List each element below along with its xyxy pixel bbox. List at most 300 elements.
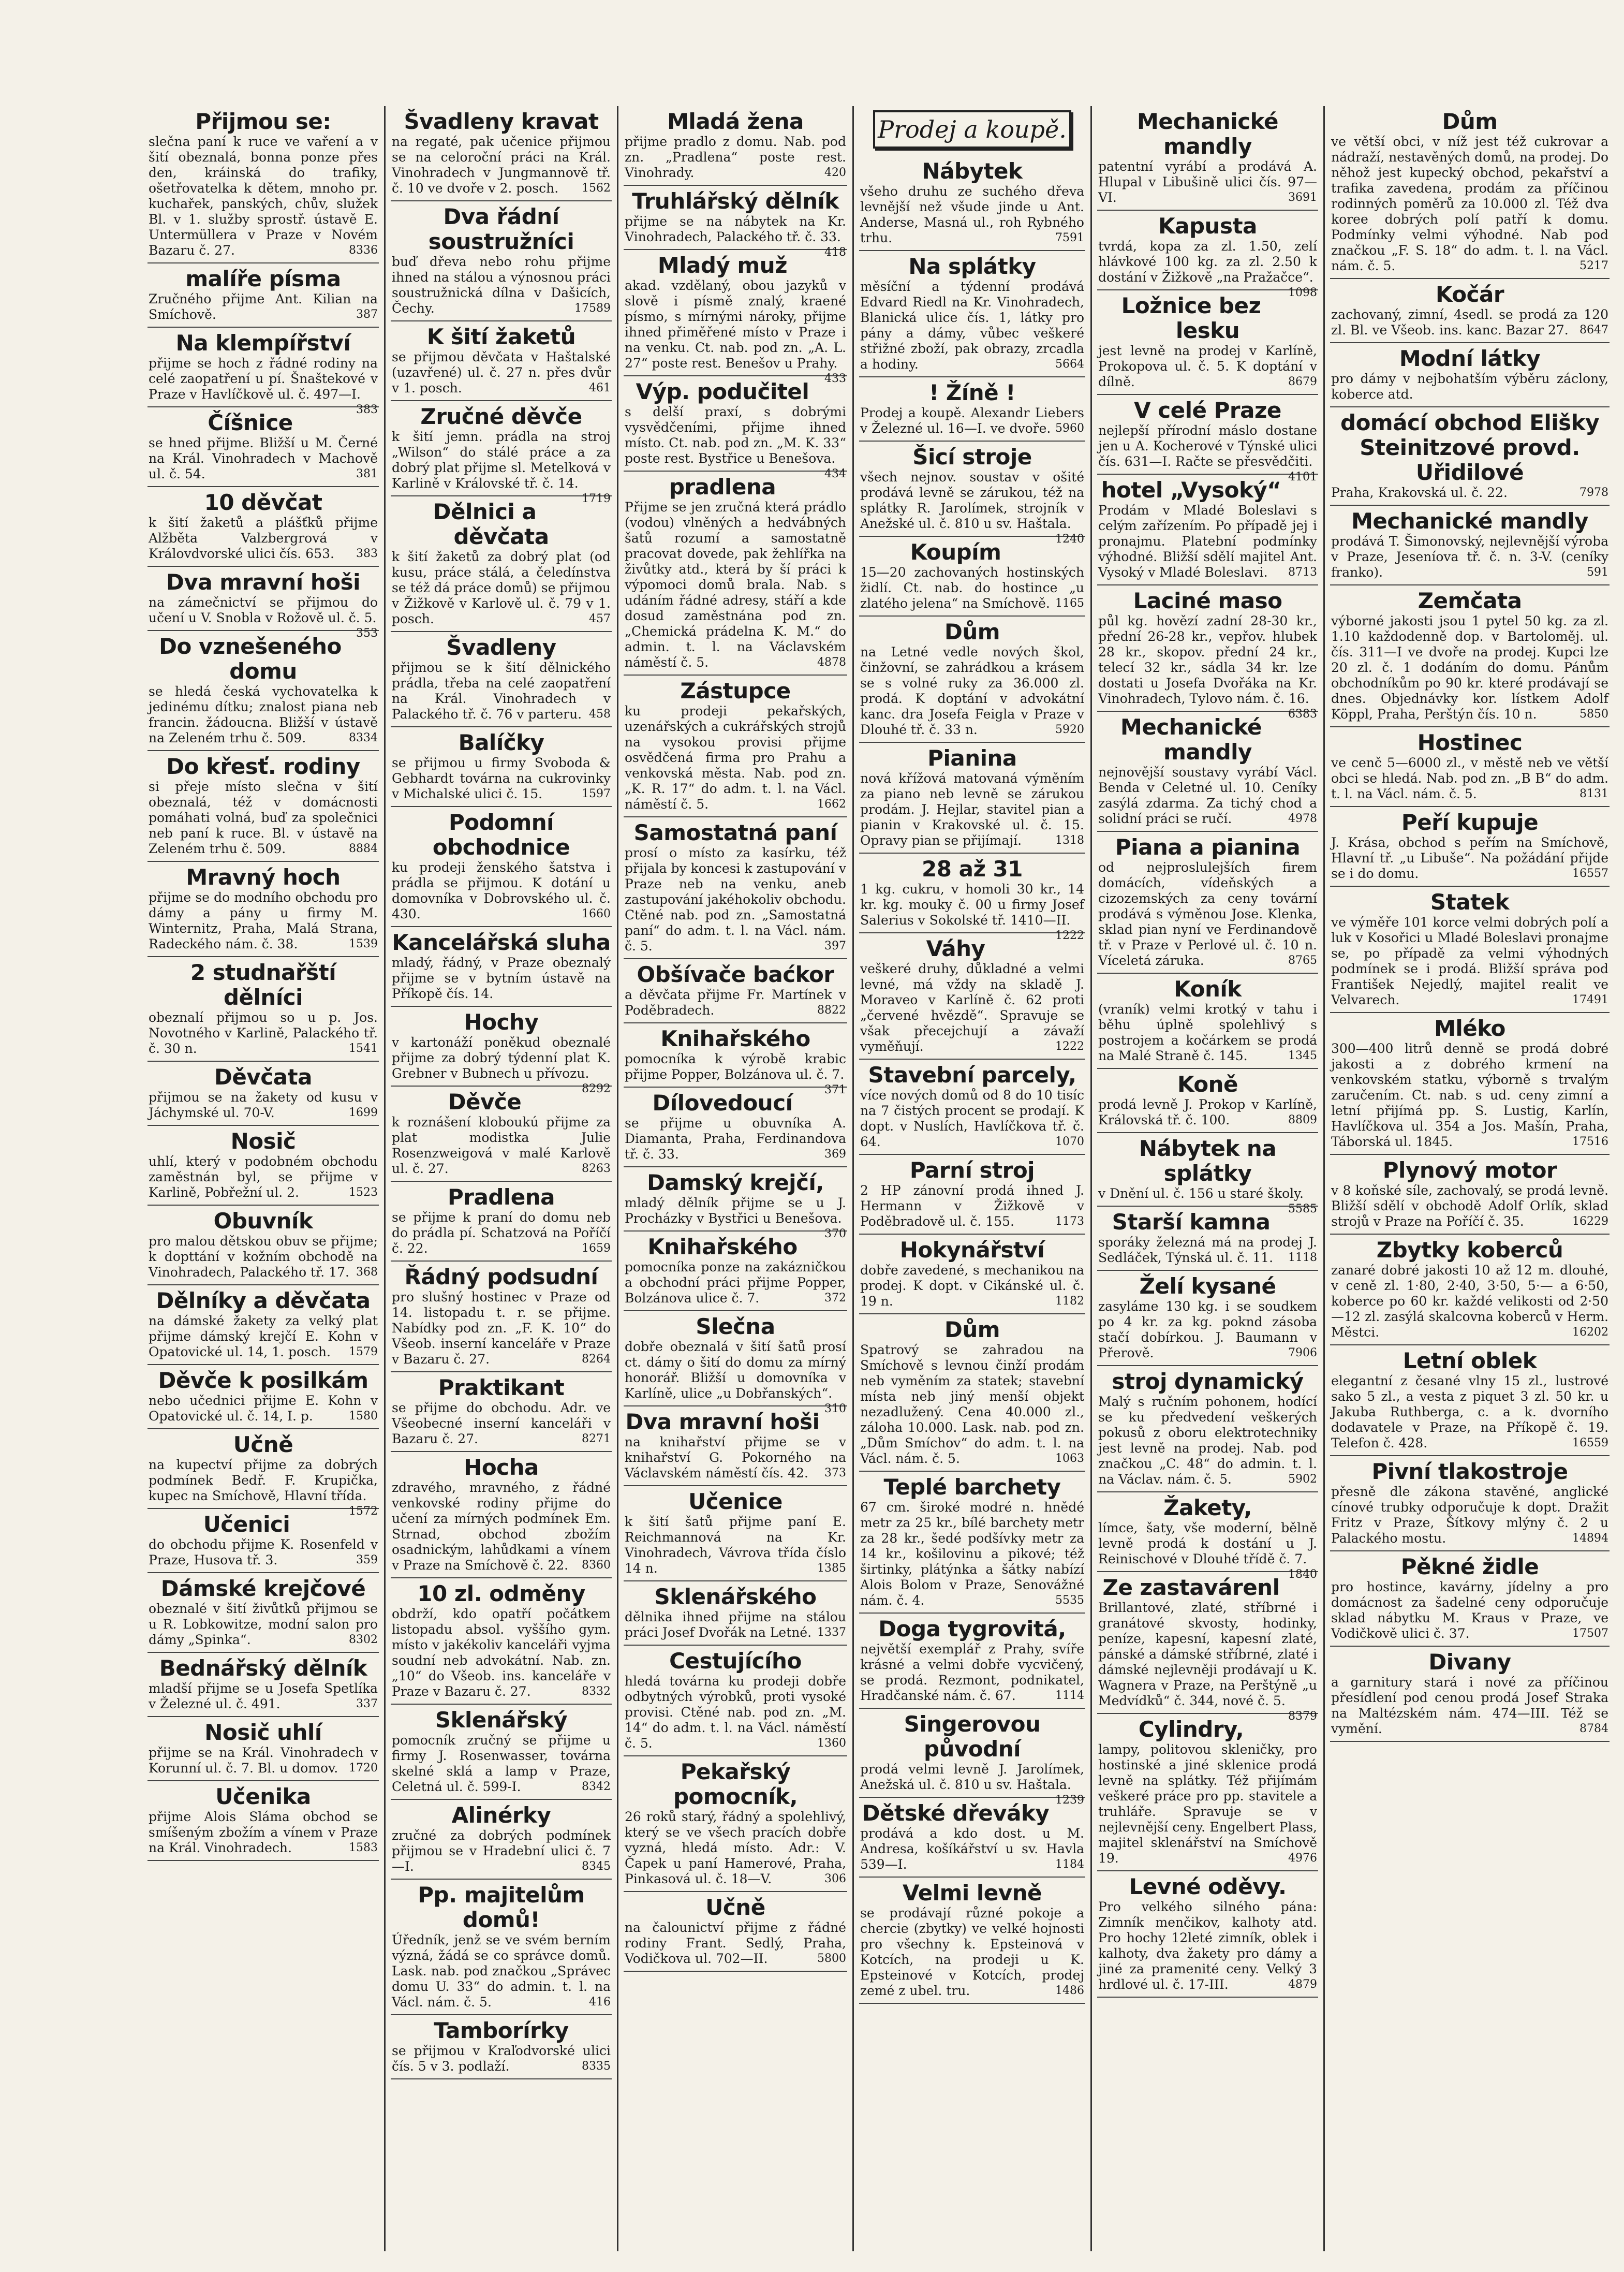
ad-heading: Dětské dřeváky: [862, 1800, 1050, 1826]
classified-ad: [1097, 1492, 1318, 1581]
ad-text: k roznášení kloboukú přijme za plat modistka Julie Rosenzweigová v malé Karlově ul. č. 27.: [392, 1115, 611, 1176]
classified-ad: [624, 1892, 847, 1972]
ad-number: 16559: [1572, 1437, 1608, 1449]
ad-text: k šití žaketů a plášťků přijme Alžběta Valzbergrová v Královdvorské ulici čís. 653.: [149, 515, 378, 561]
classified-ad: [624, 106, 847, 186]
ad-heading: Dva mravní hoši: [166, 569, 360, 595]
ad-text: zručné za dobrých podmínek přijmou se v Hradební ulici č. 7—I.: [392, 1828, 611, 1874]
ad-text: měsíční a týdenní prodává Edvard Riedl na Kr. Vinohradech, Blanická ulice čís. 1, látky pro pány a dámy, vůbec veškeré střižné zboží, pak obrazy, zrcadla a hodiny.: [860, 279, 1084, 372]
ad-number: 433: [824, 372, 846, 385]
ad-number: 434: [824, 467, 846, 480]
ad-text: v kartonáží poněkud obeznalé přijme za dobrý týdenní plat K. Grebner v Bubnech u přívozu.: [392, 1035, 611, 1081]
classified-ad: [859, 1155, 1085, 1235]
classified-ad: [147, 567, 379, 640]
ad-text: elegantní z česané vlny 15 zl., lustrové sako 5 zl., a vesta z piquet 3 zl. 50 kr. u Jakuba Ruthberga, c. a k. dvorního dodavatele v Praze, na Příkopě č. 19. Telefon č. 428.: [1331, 1373, 1608, 1450]
ad-text: pro malou dětskou obuv se přijme; k dopttání v kožním obchodě na Vinohradech, Palackého tř. 17.: [149, 1234, 378, 1280]
classified-ad: [147, 1653, 379, 1717]
ad-number: 1345: [1288, 1049, 1317, 1062]
classified-ad: [1097, 1133, 1318, 1215]
classified-ad: [1097, 211, 1318, 299]
ad-text: 2 HP zánovní prodá ihned J. Hermann v Žižkově v Poděbradově ul. č. 155.: [860, 1183, 1084, 1229]
classified-ad: [147, 631, 379, 751]
ad-text: se prodávají různé pokoje a chercie (zbytky) ve velké hojnosti pro všechny k. Epsteinová v Kotcích, na prodeji u K. Epsteinové v Kotcích, prodej zemé z ubel. tru.: [860, 1905, 1084, 1998]
ad-text: veškeré druhy, důkladné a velmi levné, má vždy na skladě J. Moraveo v Karlíně č. 62 proti „červené hvězdě“. Spravuje se však přecejchují a závaží vyměňují.: [860, 961, 1084, 1054]
ad-number: 5850: [1579, 708, 1608, 721]
classified-ad: [1097, 712, 1318, 832]
ad-text: přijme pradlo z domu. Nab. pod zn. „Pradlena“ poste rest. Vinohrady.: [625, 134, 846, 180]
ad-text: prodá levně J. Prokop v Karlíně, Královská tř. č. 100.: [1098, 1097, 1317, 1127]
ad-text: sporáky železná má na prodej J. Sedláček, Týnská ul. č. 11.: [1098, 1235, 1317, 1265]
ad-text: tvrdá, kopa za zl. 1.50, zelí hlávkové 100 kg. za zl. 2.50 k dostání v Žižkově „na Pražačce“.: [1098, 239, 1317, 285]
ad-heading: stroj dynamický: [1112, 1369, 1304, 1394]
ad-heading: Nábytek na splátky: [1139, 1136, 1277, 1186]
ad-text: Pro velkého silného pána: Zimník menčikov, kalhoty atd. Pro hochy 12leté zimník, oblek i kalhoty, dva žakety pro dámy a jiné za pramenité ceny. Velký 3 hrdlové ul. č. 17-III.: [1098, 1899, 1317, 1992]
ad-number: 369: [824, 1148, 846, 1161]
ad-heading: Žakety,: [1163, 1495, 1252, 1520]
ad-heading: Cestujícího: [669, 1648, 802, 1674]
ad-number: 1070: [1055, 1135, 1084, 1148]
ad-heading: Ložnice bez lesku: [1121, 293, 1261, 343]
ad-number: 7906: [1288, 1346, 1317, 1359]
classified-ad: [1097, 1069, 1318, 1133]
ad-number: 8334: [349, 731, 378, 744]
ad-number: 5217: [1579, 259, 1608, 272]
classified-ad: [624, 376, 847, 480]
ad-text: 26 roků starý, řádný a spolehlivý, který se ve všech pracích dobře vyzná, hledá místo. Adr.: V. Čapek u paní Hamerové, Praha, Pinkasová ul. č. 18—V.: [625, 1809, 846, 1886]
ad-number: 1579: [349, 1345, 378, 1358]
ad-number: 397: [824, 940, 846, 952]
ad-heading: Sklenářského: [654, 1584, 817, 1609]
ad-text: se přijmou u firmy Svoboda & Gebhardt továrna na cukrovinky v Michalské ulici č. 15.: [392, 755, 611, 801]
ad-number: 4101: [1288, 471, 1317, 483]
classified-ad: [391, 1578, 612, 1705]
classified-ad: [624, 186, 847, 259]
ad-number: 353: [356, 627, 378, 640]
ad-number: 7978: [1579, 486, 1608, 499]
ad-heading: Dva mravní hoši: [625, 1409, 820, 1434]
ad-heading: Nosič uhlí: [204, 1720, 322, 1745]
ad-heading: Pradlena: [447, 1184, 555, 1210]
ad-number: 373: [824, 1467, 846, 1479]
ad-heading: Starší kamna: [1112, 1209, 1271, 1235]
ad-text: přijme se na Král. Vinohradech v Korunní ul. č. 7. Bl. u domov.: [149, 1745, 378, 1776]
ad-number: 3691: [1288, 191, 1317, 204]
classified-ad: [391, 496, 612, 632]
ad-text: přijme se hoch z řádné rodiny na celé zaopatření u pí. Šnaštekové v Praze v Havlíčkově ul. č. 497—I.: [149, 356, 378, 402]
ad-heading: pradlena: [669, 474, 776, 500]
ad-heading: Cylindry,: [1138, 1717, 1244, 1742]
ad-number: 383: [356, 547, 378, 560]
ad-number: 1385: [817, 1562, 846, 1575]
ad-heading: Děvčata: [214, 1064, 312, 1090]
ad-text: více nových domů od 8 do 10 tisíc na 7 čistých procent se prodají. K dopt. v Nuslích, Havlíčkova tř. č. 64.: [860, 1088, 1084, 1149]
ad-heading: domácí obchod Elišky Steinitzové provd. Uřidilové: [1340, 410, 1599, 485]
ad-number: 1660: [582, 907, 611, 920]
ad-number: 1337: [817, 1626, 846, 1639]
ad-number: 1239: [1055, 1794, 1084, 1807]
ad-heading: 2 studnařští dělníci: [190, 960, 336, 1010]
classified-ad: [147, 1285, 379, 1365]
ad-text: k šití jemn. prádla na stroj „Wilson“ do stálé práce a za dobrý plat přijme sl. Metelková v Karlině v Královské tř. č. 14.: [392, 429, 611, 491]
ad-text: přijme se na nábytek na Kr. Vinohradech, Palackého tř. č. 33.: [625, 214, 846, 244]
ad-number: 458: [589, 708, 611, 721]
ad-heading: Dílovedoucí: [652, 1090, 793, 1116]
ad-number: 1063: [1055, 1452, 1084, 1465]
ad-text: ve výměře 101 korce velmi dobrých polí a luk v Kosořici u Mladé Boleslavi pronajme se, po případě za velmi výhodných podmínek se i prodá. Bližší správa pod František Nejedlý, majitel realit ve Velvarech.: [1331, 915, 1608, 1007]
ad-heading: Piana a pianina: [1115, 834, 1301, 860]
ad-heading: Sklenářský: [435, 1707, 568, 1733]
classified-ad: [1330, 506, 1610, 585]
ad-text: na čalounictví přijme z řádné rodiny Frant. Sedlý, Praha, Vodičkova ul. 702—II.: [625, 1920, 846, 1966]
classified-ad: [1330, 106, 1610, 279]
ad-heading: Nosič: [230, 1128, 296, 1154]
ad-text: obdrží, kdo opatří počátkem listopadu absol. vyššího gym. místo v jakékoliv kanceláři vyjma soudní neb advokátní. Nab. zn. „10“ do Všeob. ins. kanceláře v Praze v Bazaru č. 27.: [392, 1606, 611, 1699]
ad-number: 16229: [1572, 1215, 1608, 1228]
ad-heading: Divany: [1428, 1649, 1511, 1675]
ad-heading: Přijmou se:: [195, 109, 331, 134]
ad-number: 16202: [1572, 1326, 1608, 1339]
ad-text: nejlepší přírodní máslo dostane jen u A. Kocherové v Týnské ulici čís. 631—I. Račte se přesvědčiti.: [1098, 423, 1317, 469]
ad-text: se přijme u obuvníka A. Diamanta, Praha, Ferdinandova tř. č. 33.: [625, 1116, 846, 1162]
ad-number: 8263: [582, 1162, 611, 1175]
classified-ad: [1330, 727, 1610, 807]
classified-ad: [391, 727, 612, 807]
ad-heading: Učenika: [215, 1784, 311, 1809]
ad-text: v 8 koňské síle, zachovalý, se prodá levně. Bližší sdělí v obchodě Adolf Orlík, sklad strojů v Praze na Poříčí č. 35.: [1331, 1183, 1608, 1229]
classified-ad: [859, 537, 1085, 617]
ad-text: zachovaný, zimní, 4sedl. se prodá za 120 zl. Bl. ve Všeob. ins. kanc. Bazar 27.: [1331, 307, 1608, 338]
ad-heading: Praktikant: [438, 1375, 565, 1400]
ad-number: 1719: [582, 492, 611, 505]
ad-text: Malý s ručním pohonem, hodící se ku předvedení veškerých pokusů z oboru elektrotechniky jest levně na prodej. Nab. pod značkou „C. 48“ do admin. t. l. na Václav. nám. č. 5.: [1098, 1394, 1317, 1487]
ad-heading: Želí kysané: [1139, 1273, 1276, 1299]
ad-heading: 10 zl. odměny: [417, 1581, 585, 1606]
classified-ad: [391, 1880, 612, 2015]
ad-heading: Učenice: [688, 1489, 783, 1514]
classified-ad: [1097, 832, 1318, 974]
classified-ad: [147, 1573, 379, 1653]
classified-ad: [1330, 1551, 1610, 1647]
ad-number: 1486: [1055, 1984, 1084, 1997]
ad-text: se hned přijme. Bližší u M. Černé na Král. Vinohradech v Machově ul. č. 54.: [149, 435, 378, 481]
ad-number: 1184: [1055, 1858, 1084, 1871]
ad-text: prodává T. Šimonovský, nejlevnější výroba v Praze, Jeseníova tř. č. n. 3-V. (ceníky franko).: [1331, 534, 1608, 580]
ad-text: pro slušný hostinec v Praze od 14. listopadu t. r. se přijme. Nabídky pod zn. „F. K. 10“ do Všeob. inserní kanceláře v Praze v Bazaru č. 27.: [392, 1289, 611, 1367]
ad-text: uhlí, který v podobném obchodu zaměstnán byl, se přijme v Karlině, Pobřežní ul. 2.: [149, 1154, 378, 1200]
ad-heading: Hostinec: [1417, 730, 1523, 755]
classified-ad: [624, 1646, 847, 1756]
ad-heading: Učně: [705, 1895, 765, 1920]
ad-text: nová křížová matovaná výměním za piano neb levně se zárukou prodám. J. Hejlar, stavitel pian a pianin v Krakovské ul. č. 15. Opravy pian se přijímají.: [860, 771, 1084, 848]
ad-text: zanaré dobré jakosti 10 až 12 m. dlouhé, v ceně zl. 1·80, 2·40, 3·50, 5·— a 6·50, koberce po 60 kr. každé velikosti od 2·50—12 zl. zasýlá skalcovna koberců v Herm. Městci.: [1331, 1263, 1608, 1340]
ad-text: mladý dělník přijme se u J. Procházky v Bystřici u Benešova.: [625, 1195, 846, 1226]
classified-ad: [391, 1262, 612, 1372]
ad-number: 8809: [1288, 1113, 1317, 1126]
ad-number: 8332: [582, 1685, 611, 1698]
ad-number: 8647: [1579, 324, 1608, 336]
ad-text: Brillantové, zlaté, stříbrné i granátové skvosty, hodinky, peníze, kapesní, kapesní zlaté, pánské a dámské stříbrné, zlaté i dámské nejlevněji prodávají u K. Wagnera v Praze, na Perštýně „u Medvídků“ č. 344, nové č. 5.: [1098, 1600, 1317, 1708]
ad-heading: Dva řádní soustružníci: [428, 204, 574, 254]
ad-heading: Tamborírky: [434, 2018, 569, 2043]
ad-heading: hotel „Vysoký“: [1101, 477, 1281, 503]
ad-text: patentní vyrábí a prodává A. Hlupal v Libušině ulici čís. 97—VI.: [1098, 159, 1317, 205]
classified-ad: [147, 957, 379, 1062]
ad-heading: Zemčata: [1418, 588, 1522, 613]
classified-ad: [391, 1087, 612, 1182]
classified-ad: [859, 1060, 1085, 1155]
ad-heading: Kočár: [1435, 282, 1504, 307]
classified-ad: [1097, 1271, 1318, 1366]
ad-number: 4976: [1288, 1852, 1317, 1865]
ad-heading: Dům: [1442, 109, 1498, 134]
ad-number: 8264: [582, 1353, 611, 1366]
classified-ad: [147, 1509, 379, 1573]
ad-number: 5664: [1055, 358, 1084, 371]
ad-heading: Slečna: [696, 1314, 775, 1339]
ad-heading: Laciné maso: [1133, 588, 1282, 613]
classified-ad: [624, 1311, 847, 1415]
ad-heading: Knihařského: [647, 1234, 798, 1259]
ad-column: [1092, 106, 1325, 2251]
ad-heading: Na splátky: [908, 254, 1036, 279]
ad-number: 8336: [349, 244, 378, 257]
classified-ad: [1330, 807, 1610, 887]
classified-ad: [1097, 1871, 1318, 1998]
classified-ad: [391, 632, 612, 727]
ad-text: Zručného přijme Ant. Kilian na Smíchově.: [149, 291, 378, 322]
ad-text: prodává a kdo dost. u M. Andresa, košíkářství u sv. Havla 539—I.: [860, 1826, 1084, 1872]
ad-heading: Pp. majitelům domů!: [418, 1882, 585, 1932]
ad-text: s delší praxí, s dobrými vysvědčeními, přijme ihned místo. Ct. nab. pod zn. „M. K. 33“ poste rest. Bystřice u Benešova.: [625, 404, 846, 466]
classified-ad: [391, 927, 612, 1007]
ad-text: se přijmou děvčata v Haštalské (uzavřené) ul. č. 27 n. přes dvůr v 1. posch.: [392, 349, 611, 395]
ad-heading: Švadleny: [446, 635, 556, 660]
ad-heading: Do vznešeného domu: [159, 634, 342, 684]
ad-column: [386, 106, 618, 2251]
ad-text: mladší přijme se u Josefa Spetlíka v Železné ul. č. 491.: [149, 1681, 378, 1711]
ad-text: buď dřeva nebo rohu přijme ihned na stálou a výnosnou práci soustružnická dílna v Dašicích, Čechy.: [392, 254, 611, 316]
section-title-box: Prodej a koupě.: [873, 110, 1072, 149]
ad-text: přijme se do modního obchodu pro dámy a pány u firmy M. Winternitz, Praha, Malá Strana, Radeckého nám. č. 38.: [149, 890, 378, 951]
ad-heading: Obuvník: [213, 1208, 313, 1234]
ad-heading: Dělnici a děvčata: [433, 499, 549, 549]
ad-number: 359: [356, 1553, 378, 1566]
classified-ad: [147, 1781, 379, 1861]
ad-number: 17491: [1572, 993, 1608, 1006]
ad-text: ve větší obci, v níž jest též cukrovar a nádraží, nestavěných domů, na prodej. Do něhož jest kupecký obchod, pekařství a trafika zavedena, prodám za příčinou rodinných poměrů za 10.000 zl. Též dva koree dobrých polí patří k domu. Podmínky velmi výhodné. Nab pod značkou „F. S. 18“ do adm. t. l. na Václ. nám. č. 5.: [1331, 134, 1608, 273]
classified-ad: [1097, 475, 1318, 585]
ad-number: 306: [824, 1872, 846, 1885]
classified-ad: [859, 156, 1085, 251]
classified-ad: [1330, 343, 1610, 407]
ad-number: 16557: [1572, 867, 1608, 880]
ad-number: 14894: [1572, 1532, 1608, 1545]
ad-text: do obchodu přijme K. Rosenfeld v Praze, Husova tř. 3.: [149, 1537, 378, 1567]
ad-number: 8292: [582, 1082, 611, 1095]
ad-text: límce, šaty, vše moderní, bělně levně prodá k dostání u J. Reinischové v Dlouhé třídě č. 7.: [1098, 1520, 1317, 1566]
ad-text: výborné jakosti jsou 1 pytel 50 kg. za zl. 1.10 každodenně dop. v Bartoloměj. ul. čís. 311—I ve dvoře na prodej. Kupci lze 20 zl. č. 1 dodáním do domu. Pánům obchodníkům po 90 kr. které prodávají se dnes. Objednávky kor. lístkem Adolf Köppl, Praha, Perštýn čís. 10 n.: [1331, 613, 1608, 722]
ad-number: 1318: [1055, 834, 1084, 847]
classified-ad: [624, 1023, 847, 1096]
ad-number: 1240: [1055, 533, 1084, 546]
ad-heading: Obšívače baćkor: [637, 962, 834, 987]
classified-ad: [859, 1314, 1085, 1472]
ad-text: se přijmou v Kraľodvorské ulici čís. 5 v 3. podlaží.: [392, 2043, 611, 2074]
ad-column: [1325, 106, 1615, 2251]
ad-text: nebo učednici přijme E. Kohn v Opatovické ul. č. 14, I. p.: [149, 1393, 378, 1424]
ad-text: Praha, Krakovská ul. č. 22.: [1331, 485, 1508, 500]
ad-heading: Na klempířství: [175, 330, 351, 356]
classified-ad: [1330, 1456, 1610, 1551]
ad-heading: Švadleny kravat: [404, 109, 599, 134]
ad-number: 4878: [817, 656, 846, 669]
classified-ad: [1097, 1714, 1318, 1871]
ad-column: [854, 106, 1092, 2251]
classified-ad: [859, 854, 1085, 942]
ad-heading: Mechanické mandly: [1137, 109, 1278, 159]
ad-text: 15—20 zachovaných hostinských židlí. Ct. nab. do hostince „u zlatého jelena“ na Smíchově.: [860, 565, 1084, 611]
ad-number: 5800: [817, 1952, 846, 1965]
ad-number: 4978: [1288, 812, 1317, 825]
ad-heading: Váhy: [926, 936, 985, 961]
classified-ad: [859, 1878, 1085, 2004]
classified-ad: [859, 1614, 1085, 1709]
ad-heading: Doga tygrovitá,: [878, 1616, 1066, 1641]
classified-ad: [147, 106, 379, 263]
ad-text: přijmou se na žakety od kusu v Jáchymské ul. 70-V.: [149, 1090, 378, 1120]
ad-heading: Dámské krejčové: [160, 1576, 366, 1601]
classified-ad: [147, 1429, 379, 1518]
classified-ad: [859, 1235, 1085, 1314]
ad-text: akad. vzdělaný, obou jazyků v slově i písmě znalý, kraené písmo, s mírnými nároky, přijme ihned přiměřené místo v Praze i na venku. Ct. nab. pod zn. „A. L. 27“ poste rest. Benešov u Prahy.: [625, 278, 846, 371]
classified-ad: [859, 933, 1085, 1060]
classified-ad: [859, 1798, 1085, 1878]
ad-number: 1541: [349, 1042, 378, 1055]
ad-number: 1720: [349, 1762, 378, 1775]
ad-number: 1222: [1055, 929, 1084, 942]
ad-heading: Řádný podsudní: [404, 1264, 598, 1289]
ad-heading: Číšnice: [208, 410, 293, 435]
classified-ad: [624, 1406, 847, 1486]
classified-ad: [1097, 974, 1318, 1069]
ad-text: Spatrový se zahradou na Smíchově s levnou činží prodám neb vyměním za statek; stavební místa neb jiný menší objekt nezadlužený. Cena 40.000 zl., záloha 10.000. Lask. nab. pod zn. „Dům Smíchov“ do adm. t. l. na Václ. nám. č. 5.: [860, 1342, 1084, 1466]
ad-heading: Výp. podučitel: [636, 379, 809, 404]
ad-number: 1597: [582, 787, 611, 800]
ad-heading: V celé Praze: [1134, 398, 1281, 423]
classified-ad: [624, 817, 847, 959]
classified-ad: [1330, 887, 1610, 1013]
ad-heading: Koník: [1174, 976, 1242, 1002]
ad-number: 1659: [582, 1242, 611, 1255]
classified-ad: [391, 401, 612, 505]
ad-number: 17589: [574, 302, 611, 315]
ad-number: 1098: [1288, 286, 1317, 299]
ad-number: 337: [356, 1697, 378, 1710]
ad-text: prosí o místo za kasírku, též přijala by koncesi k zastupování v Praze neb na venku, aneb zastupování jakéhokoliv obchodu. Ctěné nab. pod zn. „Samostatná paní“ do adm. t. l. na Václ. nám. č. 5.: [625, 845, 846, 954]
ad-heading: Singerovou původní: [904, 1711, 1041, 1762]
ad-number: 1662: [817, 798, 846, 811]
ad-heading: Podomní obchodnice: [432, 810, 570, 860]
ad-heading: Pivní tlakostroje: [1371, 1459, 1568, 1484]
ad-number: 383: [356, 403, 378, 416]
classified-ad: [147, 751, 379, 862]
ad-text: na dámské žakety za velký plat přijme dámský krejčí E. Kohn v Opatovické ul. 14, 1. posch.: [149, 1313, 378, 1359]
ad-heading: Modní látky: [1399, 346, 1541, 371]
ad-text: Přijme se jen zručná která prádlo (vodou) vlněných a hedvábných šatů rozumí a samostatně pracovat dovede, pak žehlířka na živůtky atd., která by ší práci k výpomoci domů brala. Nab. s udáním řádné adresy, stáří a kde dosud zaměstnána pod zn. „Chemická prádelna K. M.“ do admin. t. l. na Václavském náměstí č. 5.: [625, 500, 846, 670]
ad-text: v Dnění ul. č. 156 u staré školy.: [1098, 1186, 1304, 1201]
ad-text: na kupectví přijme za dobrých podmínek Bedř. F. Krupička, kupec na Smíchově, Hlavní třída.: [149, 1457, 378, 1503]
ad-text: slečna paní k ruce ve vaření a v šití obeznalá, bonna ponze přes den, kráinská do trafiky, ošetřovatelka k dětem, mnoho pr. kuchařek, panských, chův, služek Bl. v 1. služby sprostř. ústavě E. Untermüllera v Praze v Novém Bazaru č. 27.: [149, 134, 378, 258]
ad-heading: Hochy: [464, 1009, 539, 1035]
ad-number: 5585: [1288, 1203, 1317, 1215]
ad-text: půl kg. hovězí zadní 28-30 kr., přední 26-28 kr., vepřov. hlubek 28 kr., skopov. přední 24 kr., telecí 32 kr., sádla 34 kr. lze dostati u Josefa Dvořáka na Kr. Vinohradech, Tylovo nám. č. 16.: [1098, 613, 1317, 706]
ad-number: 310: [824, 1402, 846, 1415]
ad-heading: Pekařský pomocník,: [673, 1759, 798, 1809]
ad-heading: Učně: [233, 1432, 293, 1457]
ad-text: a děvčata přijme Fr. Martínek v Poděbradech.: [625, 987, 846, 1018]
ad-number: 5535: [1055, 1594, 1084, 1607]
ad-number: 7591: [1055, 231, 1084, 244]
ad-text: pomocník zručný se přijme u firmy J. Rosenwasser, továrna skelné sklá a lamp v Praze, Celetná ul. č. 599-I.: [392, 1733, 611, 1794]
ad-number: 371: [824, 1083, 846, 1096]
ad-text: se hledá česká vychovatelka k jedinému dítku; znalost piana neb francin. žádoucna. Bližší v ústavě na Zeleném trhu č. 509.: [149, 684, 378, 745]
ad-number: 8345: [582, 1860, 611, 1873]
classified-ad: [1097, 395, 1318, 483]
ad-text: mladý, řádný, v Praze obeznalý přijme se v bytním ústavě na Příkopě čís. 14.: [392, 955, 611, 1001]
classified-ad: [1330, 1235, 1610, 1345]
ad-number: 461: [589, 382, 611, 394]
classified-ad: [1330, 279, 1610, 343]
ad-heading: Mechanické mandly: [1120, 714, 1262, 765]
classified-ad: [391, 1007, 612, 1095]
ad-heading: Šicí stroje: [912, 444, 1032, 470]
ad-text: k šití šatů přijme paní E. Reichmannová na Kr. Vinohradech, Vávrova třída číslo 14 n.: [625, 1514, 846, 1576]
classified-ad: [391, 2015, 612, 2079]
ad-heading: Knihařského: [660, 1026, 810, 1051]
ad-number: 381: [356, 467, 378, 480]
ad-text: Úředník, jenž se ve svém berním význá, žádá se co správce domů. Lask. nab. pod značkou „Správec domu U. 33“ do admin. t. l. na Václ. nám. č. 5.: [392, 1932, 611, 2010]
ad-heading: Stavební parcely,: [868, 1062, 1076, 1088]
ad-number: 372: [824, 1292, 846, 1304]
ad-number: 1222: [1055, 1040, 1084, 1053]
classified-ad: [391, 106, 612, 201]
ad-column: [618, 106, 854, 2251]
classified-ad: [147, 862, 379, 957]
classified-ad: [391, 1800, 612, 1880]
ad-number: 416: [589, 1996, 611, 2009]
ad-text: se přijme k praní do domu neb do prádla pí. Schatzová na Poříčí č. 22.: [392, 1210, 611, 1256]
ad-heading: Plynový motor: [1382, 1157, 1557, 1183]
ad-number: 17516: [1572, 1135, 1608, 1148]
ad-text: 67 cm. široké modré n. hnědé metr za 25 kr., bílé barchety metr za 28 kr., šedé podšívky metr za 14 kr., košilovinu a pikové; též širtinky, plátýnka a šátky nabízí Alois Bolom v Praze, Senovážné nám. č. 4.: [860, 1500, 1084, 1608]
classified-ad: [624, 1167, 847, 1240]
ad-text: všech nejnov. soustav v ošité prodává levně se zárukou, též na splátky R. Jarolímek, strojník v Anežské ul. č. 810 u sv. Haštala.: [860, 470, 1084, 531]
ad-heading: Bednářský dělník: [159, 1655, 367, 1681]
ad-number: 591: [1587, 566, 1608, 579]
ad-text: J. Krása, obchod s peřím na Smíchově, Hlavní tř. „u Libuše“. Na požádání přijde se i do domu.: [1331, 835, 1608, 881]
ad-number: 4879: [1288, 1978, 1317, 1991]
classified-ad: [624, 1486, 847, 1581]
ad-heading: Teplé barchety: [883, 1474, 1061, 1500]
ad-text: Prodám v Mladé Boleslavi s celým zařízením. Po případě jej i pronajmu. Platební podmínky výhodné. Bližší sdělí majitel Ant. Vysoký v Mladé Boleslavi.: [1098, 503, 1317, 580]
ad-text: se přijme do obchodu. Adr. ve Všeobecné inserní kanceláři v Bazaru č. 27.: [392, 1400, 611, 1446]
ad-heading: Letní oblek: [1402, 1348, 1537, 1373]
classified-ad: [147, 1062, 379, 1126]
ad-heading: Balíčky: [458, 730, 544, 755]
ad-heading: Dům: [944, 1317, 1000, 1342]
ad-heading: Koupím: [910, 539, 1001, 565]
ad-heading: Kancelářská sluha: [392, 930, 611, 955]
